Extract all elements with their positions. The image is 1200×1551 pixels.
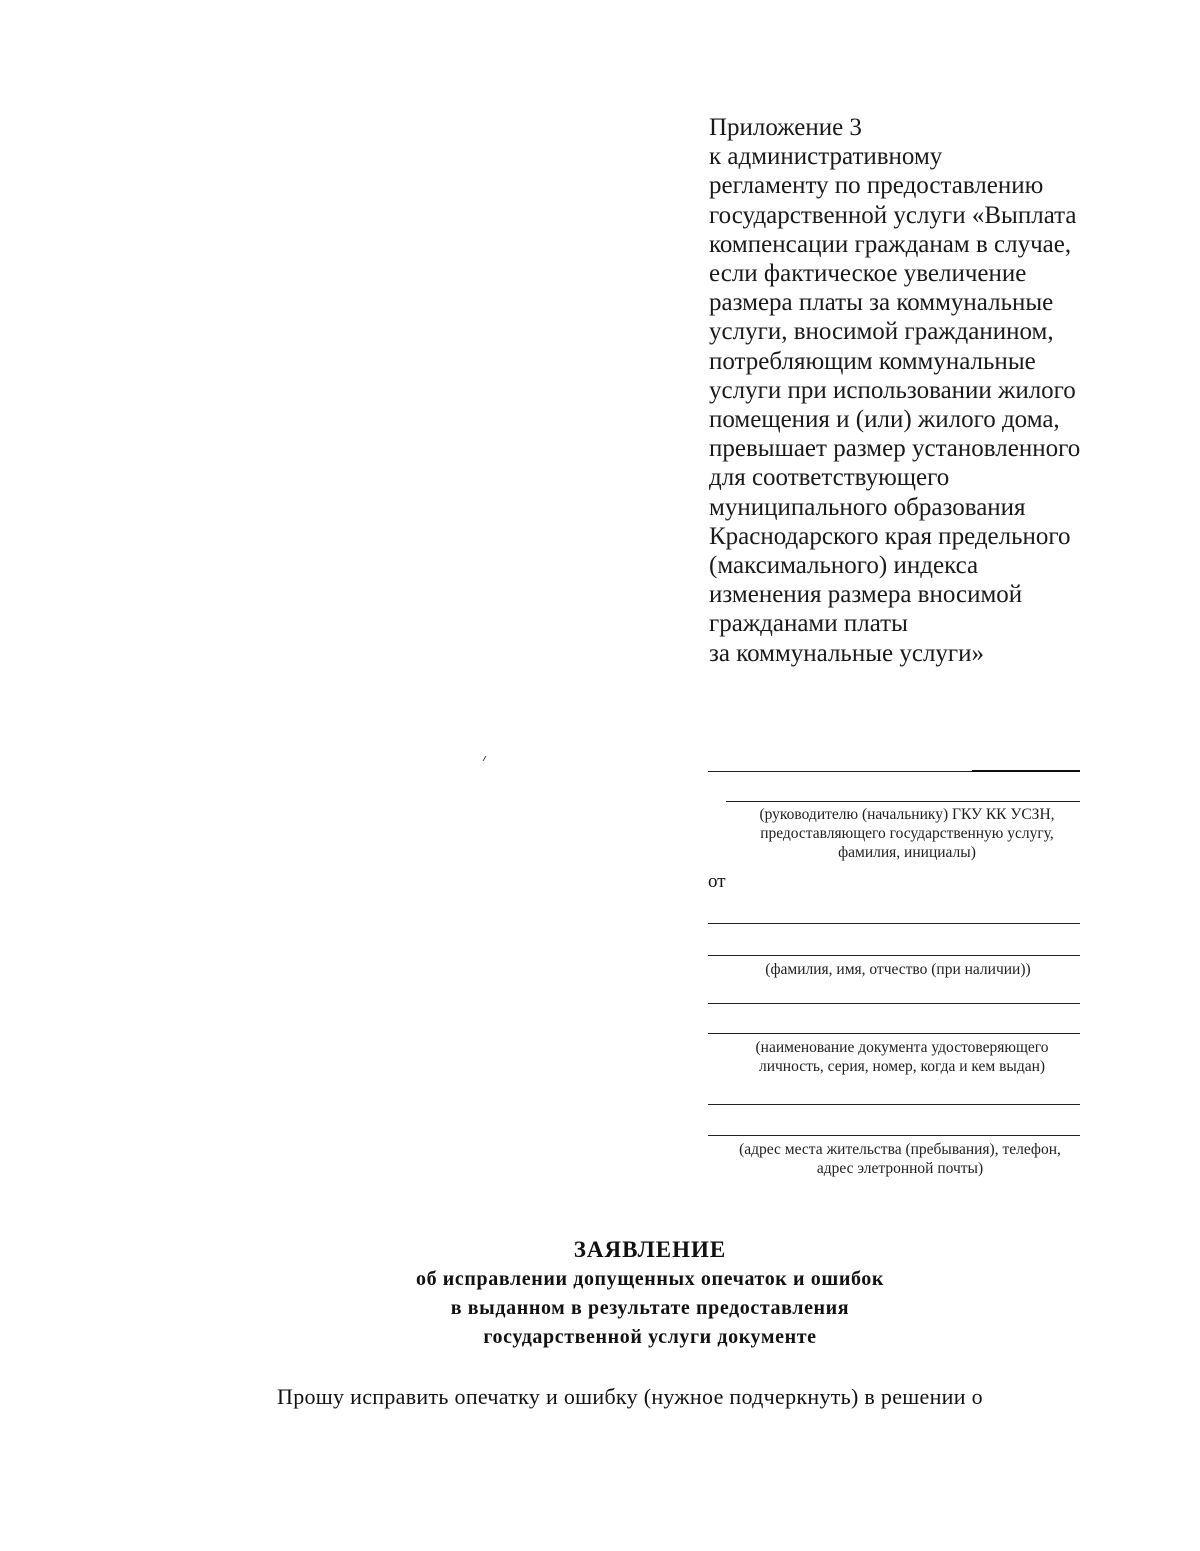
addressee-line-2[interactable]: [726, 801, 1080, 802]
id-document-caption-line: личность, серия, номер, когда и кем выдан): [758, 1058, 1046, 1075]
appendix-line: изменения размера вносимой: [709, 581, 1023, 609]
appendix-line: услуги при использовании жилого: [709, 376, 1076, 404]
id-document-line-2[interactable]: [708, 1033, 1080, 1034]
appendix-line: услуги, вносимой гражданином,: [709, 318, 1054, 346]
appendix-line: к административному: [709, 143, 943, 171]
appendix-line: (максимального) индекса: [709, 552, 979, 580]
appendix-line: Приложение 3: [709, 114, 862, 141]
appendix-line: Краснодарского края предельного: [709, 522, 1071, 550]
appendix-line: помещения и (или) жилого дома,: [709, 406, 1060, 434]
addressee-caption: [712, 805, 1102, 862]
appendix-line: гражданами платы: [709, 610, 908, 638]
applicant-name-line-1[interactable]: [708, 923, 1080, 924]
statement-body: Прошу исправить опечатку и ошибку (нужное подчеркнуть) в решении о: [277, 1384, 983, 1409]
statement-subtitle-line: об исправлении допущенных опечаток и ошибок: [415, 1268, 885, 1290]
applicant-name-line-2[interactable]: [708, 955, 1080, 956]
statement-subtitle-line: в выданном в результате предоставления: [450, 1297, 850, 1319]
appendix-line: если фактическое увеличение: [709, 260, 1027, 288]
id-document-caption: [712, 1038, 1092, 1076]
addressee-caption-line: фамилия, инициалы): [838, 844, 976, 861]
appendix-line: для соответствующего: [709, 464, 950, 492]
addressee-line-1-end: [972, 770, 1080, 772]
appendix-header: [709, 113, 1149, 668]
addressee-line-1[interactable]: [708, 771, 972, 772]
statement-subtitle-line: государственной услуги документе: [483, 1326, 817, 1348]
appendix-line: компенсации гражданам в случае,: [709, 230, 1072, 258]
appendix-line: превышает размер установленного: [709, 435, 1081, 463]
addressee-caption-line: предоставляющего государственную услугу,: [760, 825, 1054, 842]
appendix-line: государственной услуги «Выплата: [709, 201, 1077, 229]
appendix-line: за коммунальные услуги»: [709, 639, 985, 667]
address-caption: [704, 1140, 1096, 1178]
address-line-2[interactable]: [708, 1135, 1080, 1136]
id-document-line-1[interactable]: [708, 1003, 1080, 1004]
appendix-line: регламенту по предоставлению: [709, 172, 1044, 200]
scan-artifact-mark: [483, 756, 490, 761]
id-document-caption-line: (наименование документа удостоверяющего: [755, 1039, 1049, 1056]
statement-title-block: [300, 1235, 1000, 1352]
appendix-line: потребляющим коммунальные: [709, 347, 1036, 375]
address-line-1[interactable]: [708, 1104, 1080, 1105]
applicant-name-caption: (фамилия, имя, отчество (при наличии)): [765, 961, 1031, 978]
appendix-line: муниципального образования: [709, 493, 1026, 521]
address-caption-line: (адрес места жительства (пребывания), телефон,: [739, 1141, 1061, 1158]
address-caption-line: адрес элетронной почты): [816, 1160, 984, 1177]
addressee-caption-line: (руководителю (начальнику) ГКУ КК УСЗН,: [759, 806, 1055, 823]
statement-title: ЗАЯВЛЕНИЕ: [573, 1237, 727, 1262]
appendix-line: размера платы за коммунальные: [709, 289, 1054, 317]
from-label: от: [708, 871, 726, 892]
